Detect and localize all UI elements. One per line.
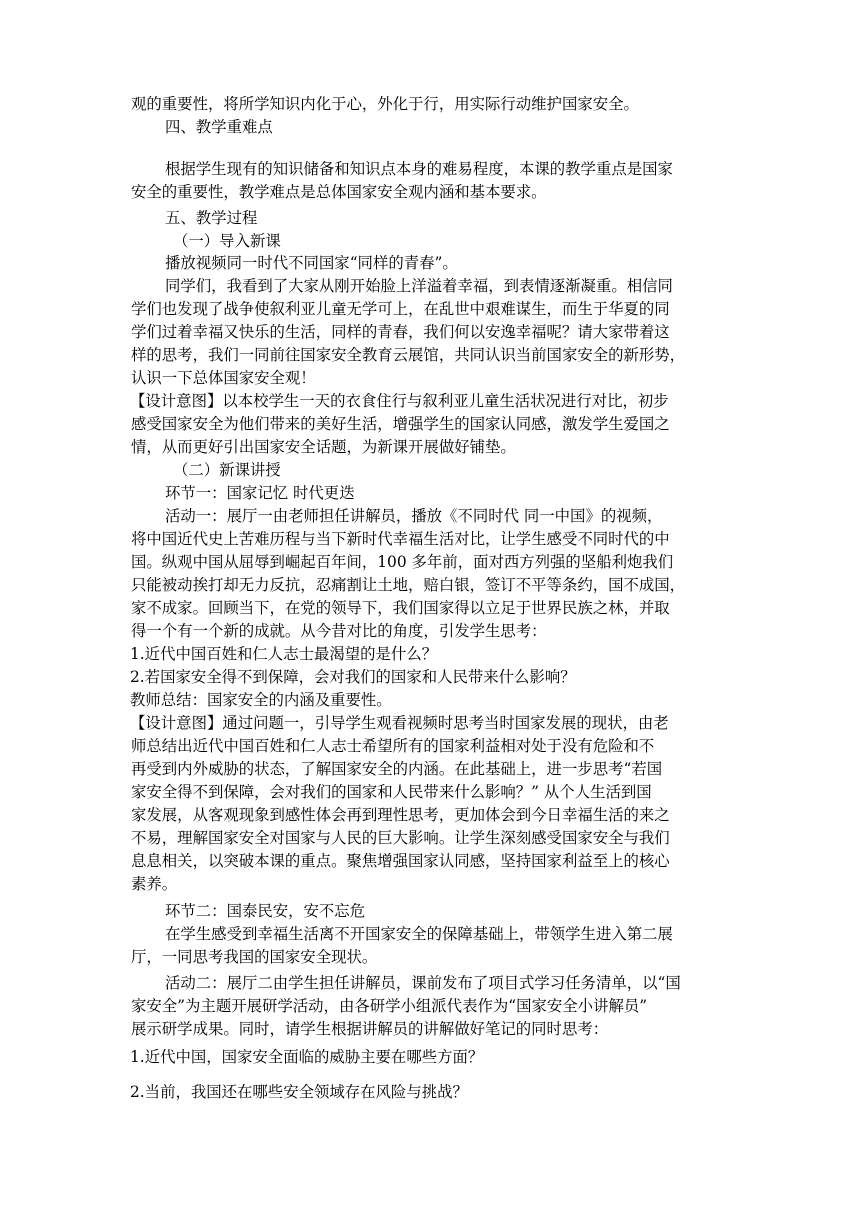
text-line: 厅，一同思考我国的国家安全现状。 — [131, 948, 378, 966]
text-line: 2.若国家安全得不到保障，会对我们的国家和人民带来什么影响？ — [130, 668, 576, 686]
text-line: 家安全”为主题开展研学活动，由各研学小组派代表作为“国家安全小讲解员” — [131, 997, 648, 1015]
text-line: 1.近代中国，国家安全面临的威胁主要在哪些方面？ — [130, 1048, 484, 1066]
text-line: 不易，理解国家安全对国家与人民的巨大影响。让学生深刻感受国家安全与我们 — [131, 829, 670, 847]
text-line: 样的思考，我们一同前往国家安全教育云展馆，共同认识当前国家安全的新形势， — [131, 346, 686, 364]
text-line: 认识一下总体国家安全观！ — [131, 369, 316, 387]
text-line: 家发展，从客观现象到感性体会再到理性思考，更加体会到今日幸福生活的来之 — [131, 806, 670, 824]
text-line: 情，从而更好引出国家安全话题，为新课开展做好铺垫。 — [131, 438, 516, 456]
text-line: 四、教学重难点 — [165, 118, 273, 136]
text-line: 环节一：国家记忆 时代更迭 — [165, 484, 355, 502]
text-line: （一）导入新课 — [173, 232, 281, 250]
text-line: 安全的重要性，教学难点是总体国家安全观内涵和基本要求。 — [131, 183, 547, 201]
text-line: 学们过着幸福又快乐的生活，同样的青春，我们何以安逸幸福呢？请大家带着这 — [131, 323, 670, 341]
text-line: 【设计意图】通过问题一，引导学生观看视频时思考当时国家发展的现状，由老 — [130, 714, 669, 732]
text-line: 环节二：国泰民安，安不忘危 — [165, 902, 366, 920]
text-line: 1.近代中国百姓和仁人志士最渴望的是什么？ — [130, 645, 438, 663]
text-line: 国。纵观中国从屈辱到崛起百年间，100 多年前，面对西方列强的坚船利炮我们 — [131, 553, 674, 571]
text-line: 活动一：展厅一由老师担任讲解员，播放《不同时代 同一中国》的视频， — [165, 507, 663, 525]
text-line: 播放视频同一时代不同国家“同样的青春”。 — [165, 254, 458, 272]
text-line: 师总结出近代中国百姓和仁人志士希望所有的国家利益相对处于没有危险和不 — [131, 737, 655, 755]
text-line: 家不成家。回顾当下，在党的领导下，我们国家得以立足于世界民族之林，并取 — [131, 599, 670, 617]
text-line: （二）新课讲授 — [173, 461, 281, 479]
text-line: 息息相关，以突破本课的重点。聚焦增强国家认同感，坚持国家利益至上的核心 — [131, 852, 670, 870]
text-line: 得一个有一个新的成就。从今昔对比的角度，引发学生思考： — [131, 622, 547, 640]
text-line: 教师总结：国家安全的内涵及重要性。 — [130, 691, 392, 709]
text-line: 根据学生现有的知识储备和知识点本身的难易程度，本课的教学重点是国家 — [165, 160, 673, 178]
text-line: 活动二：展厅二由学生担任讲解员，课前发布了项目式学习任务清单，以“国 — [165, 974, 681, 992]
text-line: 学们也发现了战争使叙利亚儿童无学可上，在乱世中艰难谋生，而生于华夏的同 — [131, 300, 670, 318]
text-line: 将中国近代史上苦难历程与当下新时代幸福生活对比，让学生感受不同时代的中 — [131, 530, 670, 548]
text-line: 五、教学过程 — [165, 209, 258, 227]
text-line: 同学们，我看到了大家从刚开始脸上洋溢着幸福，到表情逐渐凝重。相信同 — [165, 277, 673, 295]
text-line: 家安全得不到保障，会对我们的国家和人民带来什么影响？” 从个人生活到国 — [131, 783, 652, 801]
text-line: 【设计意图】以本校学生一天的衣食住行与叙利亚儿童生活状况进行对比，初步 — [130, 392, 669, 410]
text-line: 在学生感受到幸福生活离不开国家安全的保障基础上，带领学生进入第二展 — [165, 925, 673, 943]
text-line: 只能被动挨打却无力反抗，忍痛割让土地，赔白银，签订不平等条约，国不成国， — [131, 576, 686, 594]
text-line: 2.当前，我国还在哪些安全领域存在风险与挑战？ — [130, 1083, 468, 1101]
text-line: 观的重要性，将所学知识内化于心，外化于行，用实际行动维护国家安全。 — [131, 95, 639, 113]
text-line: 展示研学成果。同时，请学生根据讲解员的讲解做好笔记的同时思考： — [131, 1020, 609, 1038]
text-line: 感受国家安全为他们带来的美好生活，增强学生的国家认同感，激发学生爱国之 — [131, 415, 670, 433]
text-line: 再受到内外威胁的状态，了解国家安全的内涵。在此基础上，进一步思考“若国 — [131, 760, 663, 778]
text-line: 素养。 — [131, 875, 178, 893]
